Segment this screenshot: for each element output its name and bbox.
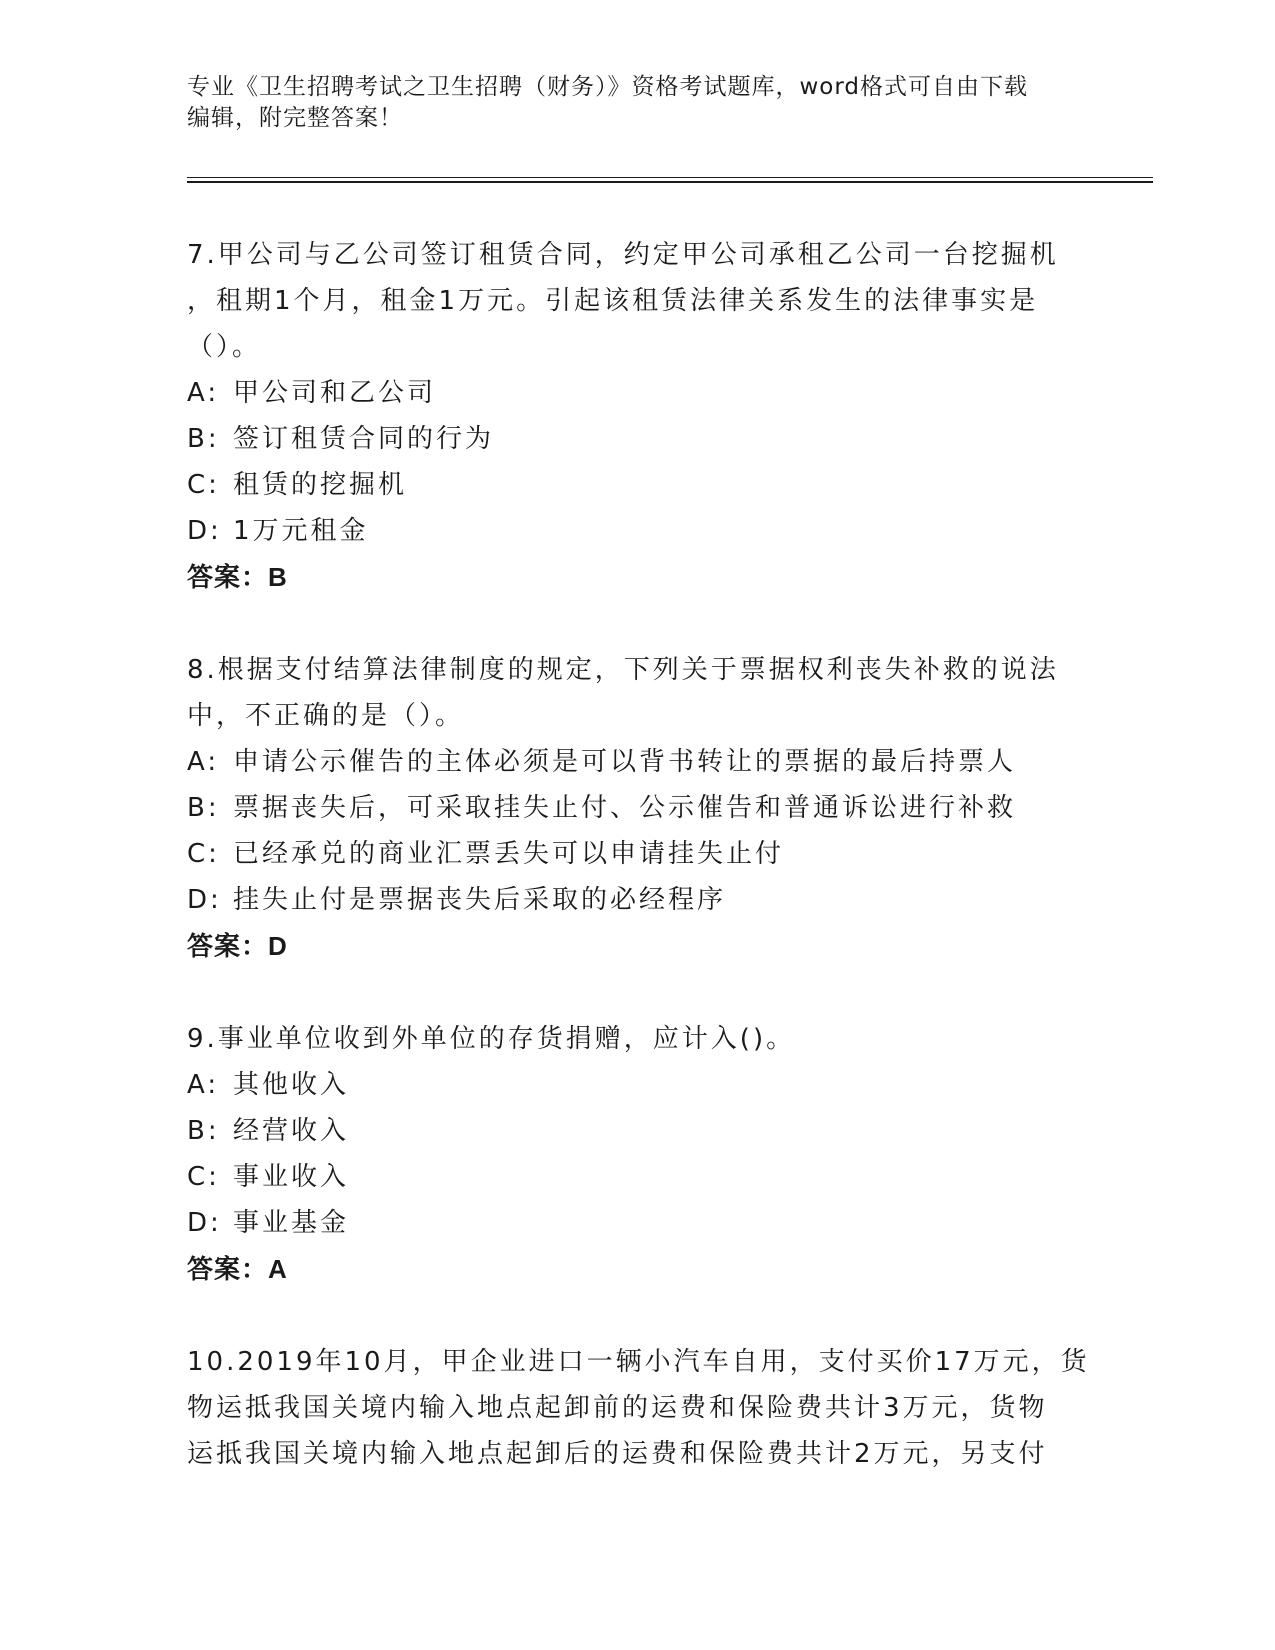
- question-text-line: （）。: [187, 332, 262, 362]
- option-text: 事业基金: [233, 1208, 350, 1238]
- option-c: [187, 831, 1067, 877]
- answer: [187, 1246, 1067, 1293]
- answer-value: D: [268, 931, 287, 961]
- document-header: [187, 72, 1087, 134]
- option-key: A:: [187, 747, 220, 777]
- option-text: 其他收入: [233, 1070, 350, 1100]
- option-text: 签订租赁合同的行为: [233, 424, 495, 454]
- question-text-line: 中，不正确的是（）。: [187, 701, 465, 731]
- option-a: [187, 370, 1067, 416]
- answer-label: 答案：: [187, 563, 269, 593]
- option-a: [187, 739, 1067, 785]
- option-text: 1万元租金: [233, 516, 369, 546]
- option-d: [187, 1200, 1067, 1246]
- option-d: [187, 877, 1067, 923]
- option-text: 事业收入: [233, 1162, 350, 1192]
- question-text-line: 物运抵我国关境内输入地点起卸前的运费和保险费共计3万元，货物: [187, 1393, 1048, 1423]
- question-8: [187, 647, 1067, 970]
- answer-value: A: [268, 1254, 287, 1284]
- option-text: 申请公示催告的主体必须是可以背书转让的票据的最后持票人: [233, 747, 1017, 777]
- option-d: [187, 508, 1067, 554]
- option-key: C:: [187, 1162, 220, 1192]
- option-a: [187, 1062, 1067, 1108]
- option-text: 租赁的挖掘机: [233, 470, 408, 500]
- answer-label: 答案：: [187, 932, 269, 962]
- option-b: [187, 416, 1067, 462]
- question-text-line: 运抵我国关境内输入地点起卸后的运费和保险费共计2万元，另支付: [187, 1439, 1048, 1469]
- header-line-1: 专业《卫生招聘考试之卫生招聘（财务）》资格考试题库，word格式可自由下载: [187, 74, 1029, 100]
- question-text-line: 8.根据支付结算法律制度的规定，下列关于票据权利丧失补救的说法: [187, 655, 1059, 685]
- option-b: [187, 785, 1067, 831]
- option-key: C:: [187, 839, 220, 869]
- option-key: D:: [187, 516, 222, 546]
- question-7: [187, 232, 1067, 601]
- option-key: D:: [187, 885, 222, 915]
- question-text-line: 10.2019年10月，甲企业进口一辆小汽车自用，支付买价17万元，货: [187, 1347, 1090, 1377]
- header-divider-thin: [187, 177, 1153, 178]
- answer: [187, 923, 1067, 970]
- option-text: 经营收入: [233, 1116, 350, 1146]
- question-list: [187, 232, 1090, 1523]
- option-key: A:: [187, 378, 220, 408]
- question-text-line: 9.事业单位收到外单位的存货捐赠，应计入()。: [187, 1024, 796, 1054]
- option-text: 甲公司和乙公司: [233, 378, 437, 408]
- option-c: [187, 1154, 1067, 1200]
- option-b: [187, 1108, 1067, 1154]
- question-text-line: ，租期1个月，租金1万元。引起该租赁法律关系发生的法律事实是: [187, 286, 1039, 316]
- option-key: C:: [187, 470, 220, 500]
- option-c: [187, 462, 1067, 508]
- option-text: 票据丧失后，可采取挂失止付、公示催告和普通诉讼进行补救: [233, 793, 1017, 823]
- header-line-2: 编辑，附完整答案！: [187, 105, 403, 131]
- option-key: B:: [187, 424, 220, 454]
- option-key: A:: [187, 1070, 220, 1100]
- question-9: [187, 1016, 1067, 1293]
- option-text: 挂失止付是票据丧失后采取的必经程序: [233, 885, 727, 915]
- question-text-line: 7.甲公司与乙公司签订租赁合同，约定甲公司承租乙公司一台挖掘机: [187, 240, 1059, 270]
- option-text: 已经承兑的商业汇票丢失可以申请挂失止付: [233, 839, 785, 869]
- answer-value: B: [268, 562, 287, 592]
- option-key: B:: [187, 1116, 220, 1146]
- option-key: D:: [187, 1208, 222, 1238]
- question-10: [187, 1339, 1090, 1477]
- header-divider-thick: [187, 181, 1153, 183]
- answer-label: 答案：: [187, 1255, 269, 1285]
- option-key: B:: [187, 793, 220, 823]
- answer: [187, 554, 1067, 601]
